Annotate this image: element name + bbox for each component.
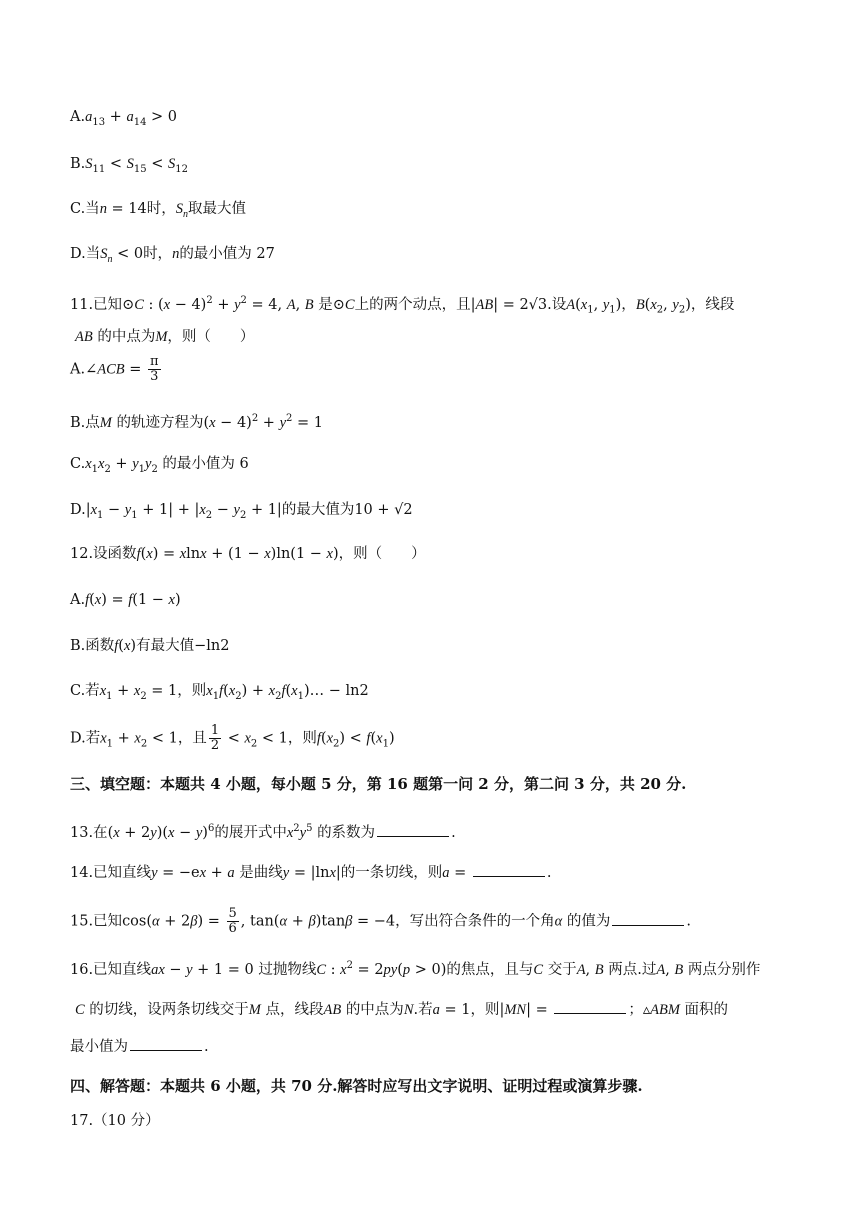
q11-option-c: $C.x_1x_2 + y_1y_2$ 的最小值为 6 (70, 456, 249, 475)
q11-stem-line2: AB 的中点为M，则（ ） (75, 329, 255, 345)
q14: 14.已知直线y = −ex + a 是曲线y = |lnx|的一条切线，则a = . (70, 862, 552, 884)
q16-answer-blank-2[interactable] (130, 1036, 202, 1051)
q11-stem-line1: 11.已知⊙C : $(x - 4)^2 + y^2 = 4$, A, B 是⊙C上的两个动点，且|AB| = 2√3.设$A(x_1$, $y_1$)，$B(x_2$, $y_2$)，线段 (70, 295, 735, 316)
q11-option-b: B.点M 的轨迹方程为$(x - 4)^2 + y^2 = 1$ (70, 413, 323, 431)
q15: 15.已知cos(α + 2β) = $\frac{5}{6}$ , tan(α + β)tanβ = −4，写出符合条件的一个角α 的值为 . (70, 906, 691, 936)
q13-answer-blank[interactable] (377, 822, 449, 837)
q16-line1: 16.已知直线ax − y + 1 = 0 过抛物线C : $x^2 = 2py(p > 0)$的焦点，且与C 交于A, B 两点.过A, B 两点分别作 (70, 960, 761, 978)
q10-option-a: $A.a_{13} + a_{14} > 0$ (70, 109, 178, 128)
section-4-heading: 四、解答题：本题共 6 小题，共 70 分.解答时应写出文字说明、证明过程或演算步骤. (70, 1077, 643, 1095)
q12-option-d: D.若$x_1 + x_2 < 1$，且 $\frac{1}{2}$ < $x_2 < 1$，则$f(x_2) < f(x_1)$ (70, 723, 395, 753)
q13: 13.在$(x + 2y)(x - y)^6$的展开式中$x^2y^5$ 的系数为 . (70, 823, 456, 841)
q17-heading: 17.（10 分） (70, 1113, 160, 1129)
q12-option-b: B.函数f(x)有最大值−ln2 (70, 638, 230, 654)
q10-option-d: D.当$S_n < 0$时，n的最小值为 27 (70, 246, 275, 265)
section-3-heading: 三、填空题：本题共 4 小题，每小题 5 分，第 16 题第一问 2 分，第二问 3 分，共 20 分. (70, 775, 687, 793)
q12-option-a: A.f(x) = f(1 − x) (70, 592, 181, 608)
q10-option-c: C.当n = 14时，$S_n$取最大值 (70, 201, 247, 220)
q16-line2: C 的切线，设两条切线交于M 点，线段AB 的中点为N.若a = 1，则|MN| = ；▵ABM 面积的 (75, 999, 728, 1021)
q16-answer-blank-1[interactable] (554, 999, 626, 1014)
q14-answer-blank[interactable] (473, 862, 545, 877)
q15-answer-blank[interactable] (612, 911, 684, 926)
q11-option-d: $D.|x_1 - y_1 + 1| + |x_2 - y_2 + 1|$的最大值为10 + √2 (70, 502, 413, 521)
q11-option-a: A.∠ACB = $\frac{\pi}{3}$ (70, 354, 159, 384)
q16-line3: 最小值为 . (70, 1036, 209, 1058)
q10-option-b: $B.S_{11} < S_{15} < S_{12}$ (70, 156, 188, 175)
q12-stem: 12.设函数f(x) = xlnx + (1 − x)ln(1 − x)，则（ ） (70, 546, 426, 562)
q12-option-c: C.若$x_1 + x_2 = 1$，则$x_1f(x_2)$ + $x_2f(x_1)\dots - \ln 2$ (70, 683, 369, 702)
